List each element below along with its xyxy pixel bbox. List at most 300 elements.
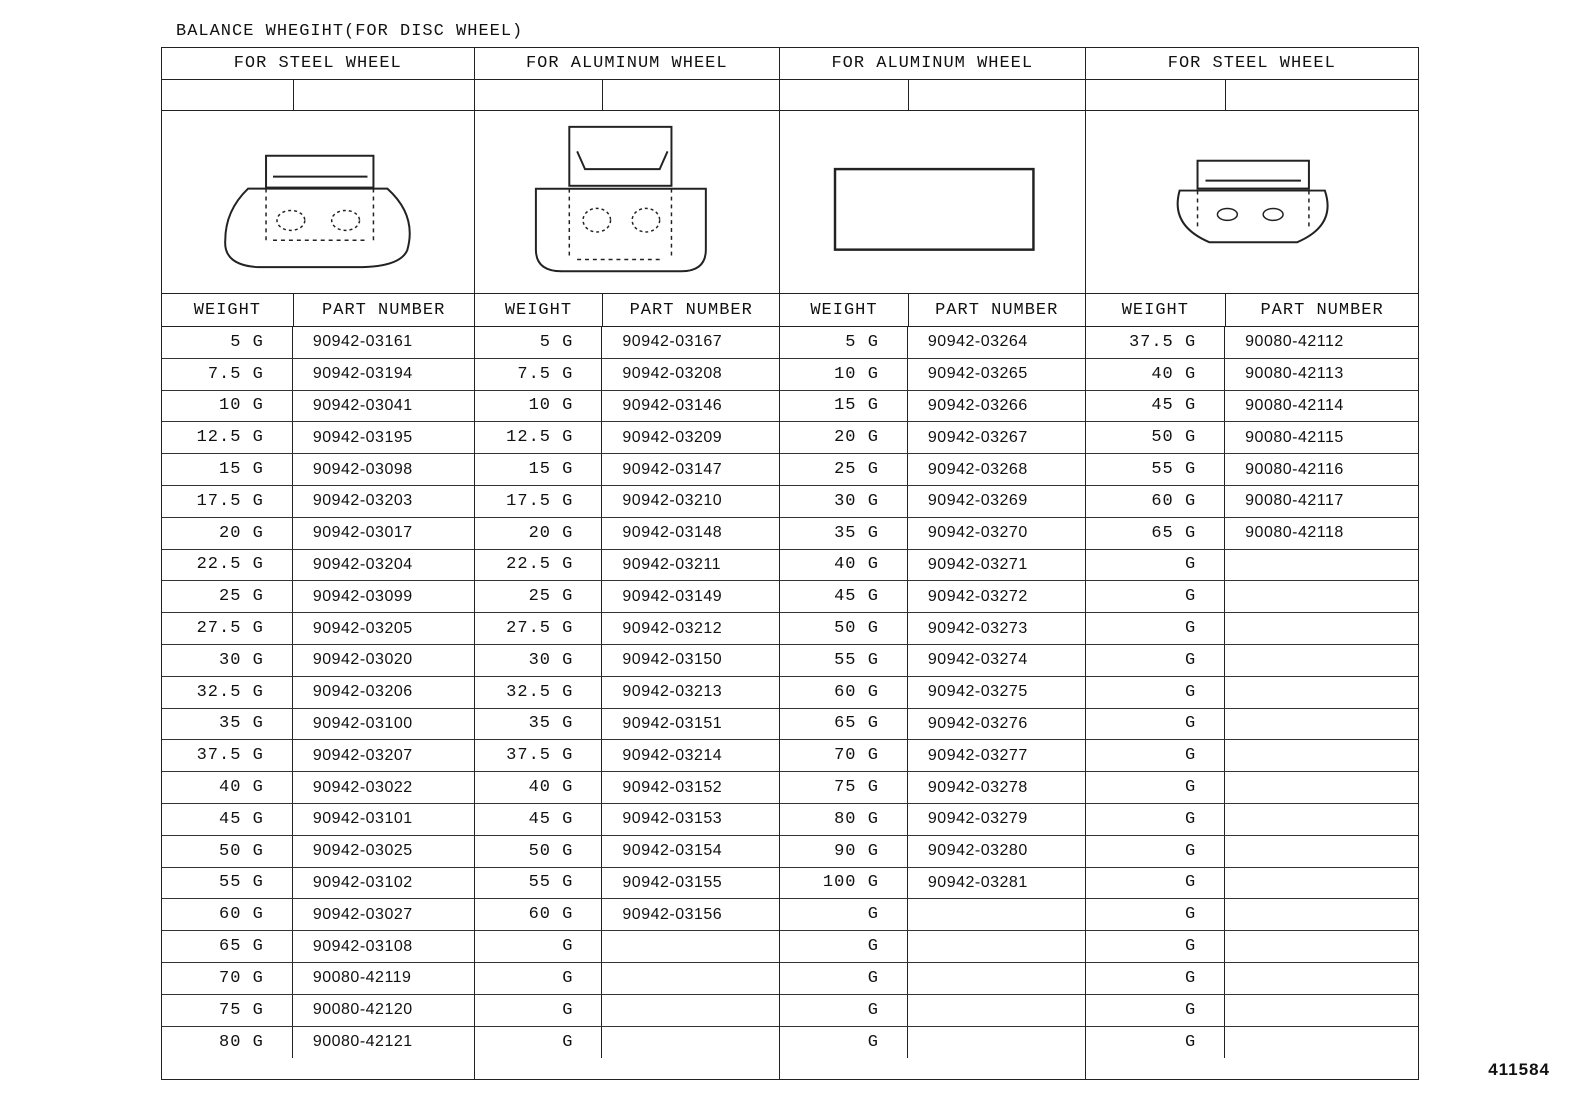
weight-cell: 75 G	[780, 772, 908, 803]
table-row	[1086, 1027, 1418, 1059]
weight-cell: G	[475, 963, 603, 994]
weight-cell: 25 G	[162, 581, 293, 612]
section-3	[780, 48, 1086, 1079]
part-number-cell: 90942-03154	[622, 842, 723, 860]
weight-header: WEIGHT	[475, 294, 604, 326]
table-row	[1086, 486, 1418, 518]
table-row	[162, 359, 474, 391]
weight-cell: 35 G	[475, 709, 603, 740]
part-number-cell	[602, 931, 779, 962]
table-row	[475, 804, 780, 836]
part-number-cell: 90942-03206	[312, 683, 413, 701]
table-row	[1086, 645, 1418, 677]
weight-cell: G	[780, 899, 908, 930]
weight-cell: G	[1086, 581, 1226, 612]
table-row	[780, 740, 1085, 772]
column-header-row	[162, 294, 474, 327]
table-row	[475, 327, 780, 359]
weight-cell: G	[1086, 772, 1226, 803]
table-row	[475, 963, 780, 995]
table-row	[475, 486, 780, 518]
weight-cell: 60 G	[780, 677, 908, 708]
part-number-cell: 90942-03267	[927, 428, 1028, 446]
table-row	[780, 804, 1085, 836]
part-number-cell: 90942-03281	[927, 873, 1028, 891]
section-4	[1086, 48, 1418, 1079]
table-row	[475, 454, 780, 486]
table-row	[1086, 391, 1418, 423]
part-number-cell: 90942-03275	[927, 683, 1028, 701]
table-row	[780, 963, 1085, 995]
part-number-cell	[1225, 613, 1418, 644]
table-row	[780, 613, 1085, 645]
table-row	[475, 645, 780, 677]
table-row	[162, 327, 474, 359]
weight-cell: 5 G	[780, 327, 908, 358]
part-number-cell: 90942-03152	[622, 778, 723, 796]
part-number-cell: 90942-03167	[622, 333, 723, 351]
weight-cell: 80 G	[780, 804, 908, 835]
weight-cell: 37.5 G	[162, 740, 293, 771]
weight-cell: G	[1086, 645, 1226, 676]
table-row	[162, 454, 474, 486]
table-row	[1086, 550, 1418, 582]
weight-shape-illustration	[475, 111, 780, 294]
part-number-cell	[908, 899, 1085, 930]
part-number-cell	[602, 995, 779, 1026]
table-row	[780, 995, 1085, 1027]
part-number-cell	[1225, 868, 1418, 899]
weight-cell: 90 G	[780, 836, 908, 867]
table-row	[1086, 359, 1418, 391]
weight-drawing	[780, 111, 1085, 293]
table-row	[162, 931, 474, 963]
weight-header: WEIGHT	[780, 294, 909, 326]
weight-cell: G	[1086, 550, 1226, 581]
part-number-cell	[1225, 963, 1418, 994]
part-number-cell: 90942-03148	[622, 524, 723, 542]
weight-cell: G	[1086, 868, 1226, 899]
part-number-cell	[602, 963, 779, 994]
table-row	[162, 868, 474, 900]
part-number-cell	[908, 931, 1085, 962]
table-row	[475, 995, 780, 1027]
table-row	[162, 550, 474, 582]
weight-cell: 27.5 G	[162, 613, 293, 644]
part-number-cell	[1225, 899, 1418, 930]
blank-row	[780, 80, 1085, 111]
weight-cell: 37.5 G	[475, 740, 603, 771]
table-row	[475, 868, 780, 900]
table-row	[475, 550, 780, 582]
weight-cell: 20 G	[780, 422, 908, 453]
part-number-cell: 90942-03210	[622, 492, 723, 510]
table-row	[780, 709, 1085, 741]
table-row	[475, 677, 780, 709]
section-heading: FOR ALUMINUM WHEEL	[475, 48, 780, 80]
weight-cell: 7.5 G	[162, 359, 293, 390]
table-row	[162, 391, 474, 423]
weight-cell: 7.5 G	[475, 359, 603, 390]
part-number-cell	[1225, 677, 1418, 708]
table-row	[475, 613, 780, 645]
weight-cell: 22.5 G	[475, 550, 603, 581]
weight-shape-illustration	[162, 111, 474, 294]
table-row	[162, 581, 474, 613]
part-number-cell: 90942-03279	[927, 810, 1028, 828]
part-number-cell: 90942-03098	[312, 460, 413, 478]
weight-cell: 60 G	[1086, 486, 1226, 517]
part-number-cell: 90942-03264	[927, 333, 1028, 351]
weight-cell: 17.5 G	[162, 486, 293, 517]
part-number-cell: 90942-03269	[927, 492, 1028, 510]
part-number-cell	[1225, 995, 1418, 1026]
table-row	[1086, 931, 1418, 963]
page-title: BALANCE WHEGIHT(FOR DISC WHEEL)	[176, 22, 524, 41]
part-number-cell	[908, 995, 1085, 1026]
part-number-cell: 90080-42118	[1245, 524, 1344, 542]
weight-cell: 65 G	[1086, 518, 1226, 549]
table-row	[475, 422, 780, 454]
weight-cell: G	[1086, 709, 1226, 740]
part-number-cell	[1225, 550, 1418, 581]
part-number-cell: 90942-03208	[622, 365, 723, 383]
table-row	[1086, 518, 1418, 550]
part-number-cell: 90942-03027	[312, 905, 413, 923]
table-row	[475, 391, 780, 423]
weight-cell: 55 G	[162, 868, 293, 899]
table-row	[780, 868, 1085, 900]
weight-cell: 20 G	[162, 518, 293, 549]
table-row	[1086, 868, 1418, 900]
weight-cell: G	[1086, 963, 1226, 994]
weight-cell: 50 G	[1086, 422, 1226, 453]
weight-cell: 15 G	[780, 391, 908, 422]
part-number-cell: 90080-42116	[1245, 460, 1344, 478]
table-row	[780, 1027, 1085, 1059]
part-number-cell	[1225, 581, 1418, 612]
part-number-cell: 90942-03161	[312, 333, 413, 351]
table-row	[162, 899, 474, 931]
table-row	[780, 645, 1085, 677]
table-row	[475, 1027, 780, 1059]
table-row	[1086, 836, 1418, 868]
part-number-cell: 90942-03211	[622, 555, 722, 573]
section-heading: FOR STEEL WHEEL	[162, 48, 474, 80]
weight-cell: 65 G	[162, 931, 293, 962]
part-number-cell: 90942-03209	[622, 428, 723, 446]
weight-cell: 55 G	[1086, 454, 1226, 485]
part-number-cell: 90942-03156	[622, 905, 723, 923]
weight-cell: 25 G	[780, 454, 908, 485]
weight-drawing	[475, 111, 780, 293]
blank-row	[162, 80, 474, 111]
part-number-cell	[1225, 931, 1418, 962]
table-row	[780, 486, 1085, 518]
weight-cell: G	[1086, 931, 1226, 962]
weight-cell: 12.5 G	[475, 422, 603, 453]
table-row	[1086, 613, 1418, 645]
weight-cell: 35 G	[162, 709, 293, 740]
table-row	[162, 677, 474, 709]
part-number-cell: 90080-42117	[1245, 492, 1344, 510]
table-row	[162, 963, 474, 995]
table-row	[1086, 740, 1418, 772]
weight-cell: G	[475, 1027, 603, 1059]
weight-cell: 5 G	[475, 327, 603, 358]
part-number-cell: 90942-03100	[312, 714, 413, 732]
weight-cell: G	[1086, 804, 1226, 835]
weight-cell: 40 G	[162, 772, 293, 803]
table-row	[1086, 804, 1418, 836]
table-row	[780, 327, 1085, 359]
part-number-cell: 90942-03017	[312, 524, 413, 542]
part-number-cell: 90942-03108	[312, 937, 413, 955]
weight-cell: 30 G	[780, 486, 908, 517]
weight-cell: 50 G	[780, 613, 908, 644]
weight-shape-illustration	[780, 111, 1085, 294]
weight-cell: 30 G	[475, 645, 603, 676]
section-heading: FOR ALUMINUM WHEEL	[780, 48, 1085, 80]
part-number-cell	[1225, 709, 1418, 740]
table-row	[780, 550, 1085, 582]
weight-cell: 22.5 G	[162, 550, 293, 581]
part-number-cell: 90942-03214	[622, 746, 723, 764]
part-number-cell: 90942-03150	[622, 651, 723, 669]
part-number-cell: 90942-03274	[927, 651, 1028, 669]
part-number-header: PART NUMBER	[322, 300, 446, 320]
part-number-cell: 90080-42112	[1245, 333, 1344, 351]
part-number-cell: 90942-03025	[312, 842, 413, 860]
section-heading: FOR STEEL WHEEL	[1086, 48, 1418, 80]
weight-cell: G	[475, 995, 603, 1026]
part-number-cell: 90942-03099	[312, 587, 413, 605]
part-number-header: PART NUMBER	[935, 300, 1059, 320]
weight-cell: 5 G	[162, 327, 293, 358]
part-number-header: PART NUMBER	[1260, 300, 1384, 320]
table-row	[1086, 454, 1418, 486]
table-row	[475, 581, 780, 613]
table-row	[1086, 899, 1418, 931]
part-number-cell: 90942-03147	[622, 460, 723, 478]
blank-row	[475, 80, 780, 111]
weight-cell: 70 G	[162, 963, 293, 994]
weight-cell: 60 G	[475, 899, 603, 930]
table-row	[162, 518, 474, 550]
part-number-cell: 90942-03203	[312, 492, 413, 510]
weight-cell: G	[780, 995, 908, 1026]
table-row	[162, 422, 474, 454]
weight-cell: 55 G	[780, 645, 908, 676]
weight-cell: 17.5 G	[475, 486, 603, 517]
part-number-cell: 90942-03270	[927, 524, 1028, 542]
weight-cell: G	[475, 931, 603, 962]
part-number-cell: 90942-03266	[927, 396, 1028, 414]
table-row	[780, 454, 1085, 486]
part-number-cell	[1225, 772, 1418, 803]
weight-cell: 75 G	[162, 995, 293, 1026]
weight-cell: G	[1086, 613, 1226, 644]
weight-cell: G	[1086, 677, 1226, 708]
part-number-cell: 90942-03151	[622, 714, 723, 732]
table-row	[162, 772, 474, 804]
table-row	[475, 772, 780, 804]
table-row	[780, 518, 1085, 550]
weight-cell: 45 G	[162, 804, 293, 835]
weight-cell: G	[780, 1027, 908, 1059]
weight-cell: 40 G	[1086, 359, 1226, 390]
table-row	[1086, 995, 1418, 1027]
weight-cell: 80 G	[162, 1027, 293, 1059]
part-number-cell: 90942-03020	[312, 651, 413, 669]
table-row	[780, 836, 1085, 868]
part-number-cell: 90942-03155	[622, 873, 723, 891]
part-number-cell	[1225, 836, 1418, 867]
weight-drawing	[1086, 111, 1418, 293]
part-number-header: PART NUMBER	[629, 300, 753, 320]
part-number-cell: 90942-03273	[927, 619, 1028, 637]
part-number-cell: 90942-03205	[312, 619, 413, 637]
table-row	[475, 518, 780, 550]
part-number-cell: 90942-03268	[927, 460, 1028, 478]
weight-cell: 25 G	[475, 581, 603, 612]
part-number-cell: 90080-42114	[1245, 396, 1344, 414]
part-number-cell	[602, 1027, 779, 1059]
weight-cell: G	[1086, 995, 1226, 1026]
weight-cell: 45 G	[780, 581, 908, 612]
weight-cell: 15 G	[162, 454, 293, 485]
table-row	[162, 645, 474, 677]
table-row	[780, 772, 1085, 804]
table-row	[475, 740, 780, 772]
column-header-row	[780, 294, 1085, 327]
table-row	[780, 899, 1085, 931]
table-row	[1086, 581, 1418, 613]
part-number-cell	[1225, 1027, 1418, 1059]
weight-cell: 10 G	[475, 391, 603, 422]
weight-cell: 45 G	[475, 804, 603, 835]
weight-cell: G	[1086, 740, 1226, 771]
table-row	[475, 359, 780, 391]
weight-cell: 20 G	[475, 518, 603, 549]
balance-weight-table	[161, 47, 1419, 1080]
part-number-cell: 90080-42121	[312, 1033, 413, 1051]
table-row	[162, 486, 474, 518]
table-row	[475, 836, 780, 868]
document-number: 411584	[1488, 1060, 1550, 1079]
part-number-cell: 90942-03280	[927, 842, 1028, 860]
part-number-cell: 90080-42120	[312, 1001, 413, 1019]
part-number-cell: 90942-03022	[312, 778, 413, 796]
table-row	[1086, 677, 1418, 709]
part-number-cell	[908, 1027, 1085, 1059]
part-number-cell: 90942-03195	[312, 428, 413, 446]
weight-shape-illustration	[1086, 111, 1418, 294]
weight-cell: 50 G	[475, 836, 603, 867]
table-row	[475, 709, 780, 741]
weight-cell: 50 G	[162, 836, 293, 867]
table-row	[162, 804, 474, 836]
table-row	[162, 836, 474, 868]
column-header-row	[475, 294, 780, 327]
weight-cell: G	[780, 931, 908, 962]
table-row	[1086, 709, 1418, 741]
part-number-cell: 90942-03101	[312, 810, 413, 828]
table-row	[162, 740, 474, 772]
table-row	[162, 995, 474, 1027]
part-number-cell: 90942-03204	[312, 555, 413, 573]
table-row	[162, 709, 474, 741]
part-number-cell	[1225, 645, 1418, 676]
weight-drawing	[162, 111, 474, 293]
part-number-cell: 90942-03207	[312, 746, 413, 764]
weight-cell: G	[1086, 899, 1226, 930]
table-row	[475, 931, 780, 963]
table-row	[1086, 963, 1418, 995]
table-row	[780, 391, 1085, 423]
part-number-cell: 90942-03041	[312, 396, 413, 414]
weight-header: WEIGHT	[1086, 294, 1227, 326]
weight-cell: 27.5 G	[475, 613, 603, 644]
part-number-cell: 90942-03265	[927, 365, 1028, 383]
part-number-cell: 90942-03272	[927, 587, 1028, 605]
part-number-cell: 90942-03102	[312, 873, 413, 891]
part-number-cell: 90942-03277	[927, 746, 1028, 764]
weight-cell: 40 G	[475, 772, 603, 803]
weight-cell: 32.5 G	[162, 677, 293, 708]
section-1	[162, 48, 475, 1079]
weight-cell: 10 G	[780, 359, 908, 390]
table-row	[162, 613, 474, 645]
part-number-cell: 90942-03149	[622, 587, 723, 605]
part-number-cell	[1225, 804, 1418, 835]
weight-cell: 55 G	[475, 868, 603, 899]
weight-cell: G	[780, 963, 908, 994]
section-2	[475, 48, 781, 1079]
weight-header: WEIGHT	[162, 294, 294, 326]
part-number-cell: 90080-42119	[312, 969, 412, 987]
table-row	[780, 931, 1085, 963]
part-number-cell: 90942-03278	[927, 778, 1028, 796]
weight-cell: 60 G	[162, 899, 293, 930]
table-row	[1086, 772, 1418, 804]
weight-cell: 15 G	[475, 454, 603, 485]
part-number-cell: 90942-03194	[312, 365, 413, 383]
weight-cell: 70 G	[780, 740, 908, 771]
weight-cell: 40 G	[780, 550, 908, 581]
weight-cell: 32.5 G	[475, 677, 603, 708]
table-row	[780, 581, 1085, 613]
part-number-cell	[1225, 740, 1418, 771]
table-row	[780, 359, 1085, 391]
table-row	[475, 899, 780, 931]
weight-cell: 100 G	[780, 868, 908, 899]
weight-cell: 12.5 G	[162, 422, 293, 453]
part-number-cell	[908, 963, 1085, 994]
table-row	[1086, 422, 1418, 454]
part-number-cell: 90080-42113	[1245, 365, 1344, 383]
part-number-cell: 90942-03271	[927, 555, 1028, 573]
weight-cell: G	[1086, 836, 1226, 867]
weight-cell: 10 G	[162, 391, 293, 422]
part-number-cell: 90942-03146	[622, 396, 723, 414]
weight-cell: 35 G	[780, 518, 908, 549]
table-row	[1086, 327, 1418, 359]
table-row	[780, 422, 1085, 454]
table-row	[162, 1027, 474, 1059]
part-number-cell: 90080-42115	[1245, 428, 1344, 446]
part-number-cell: 90942-03276	[927, 714, 1028, 732]
